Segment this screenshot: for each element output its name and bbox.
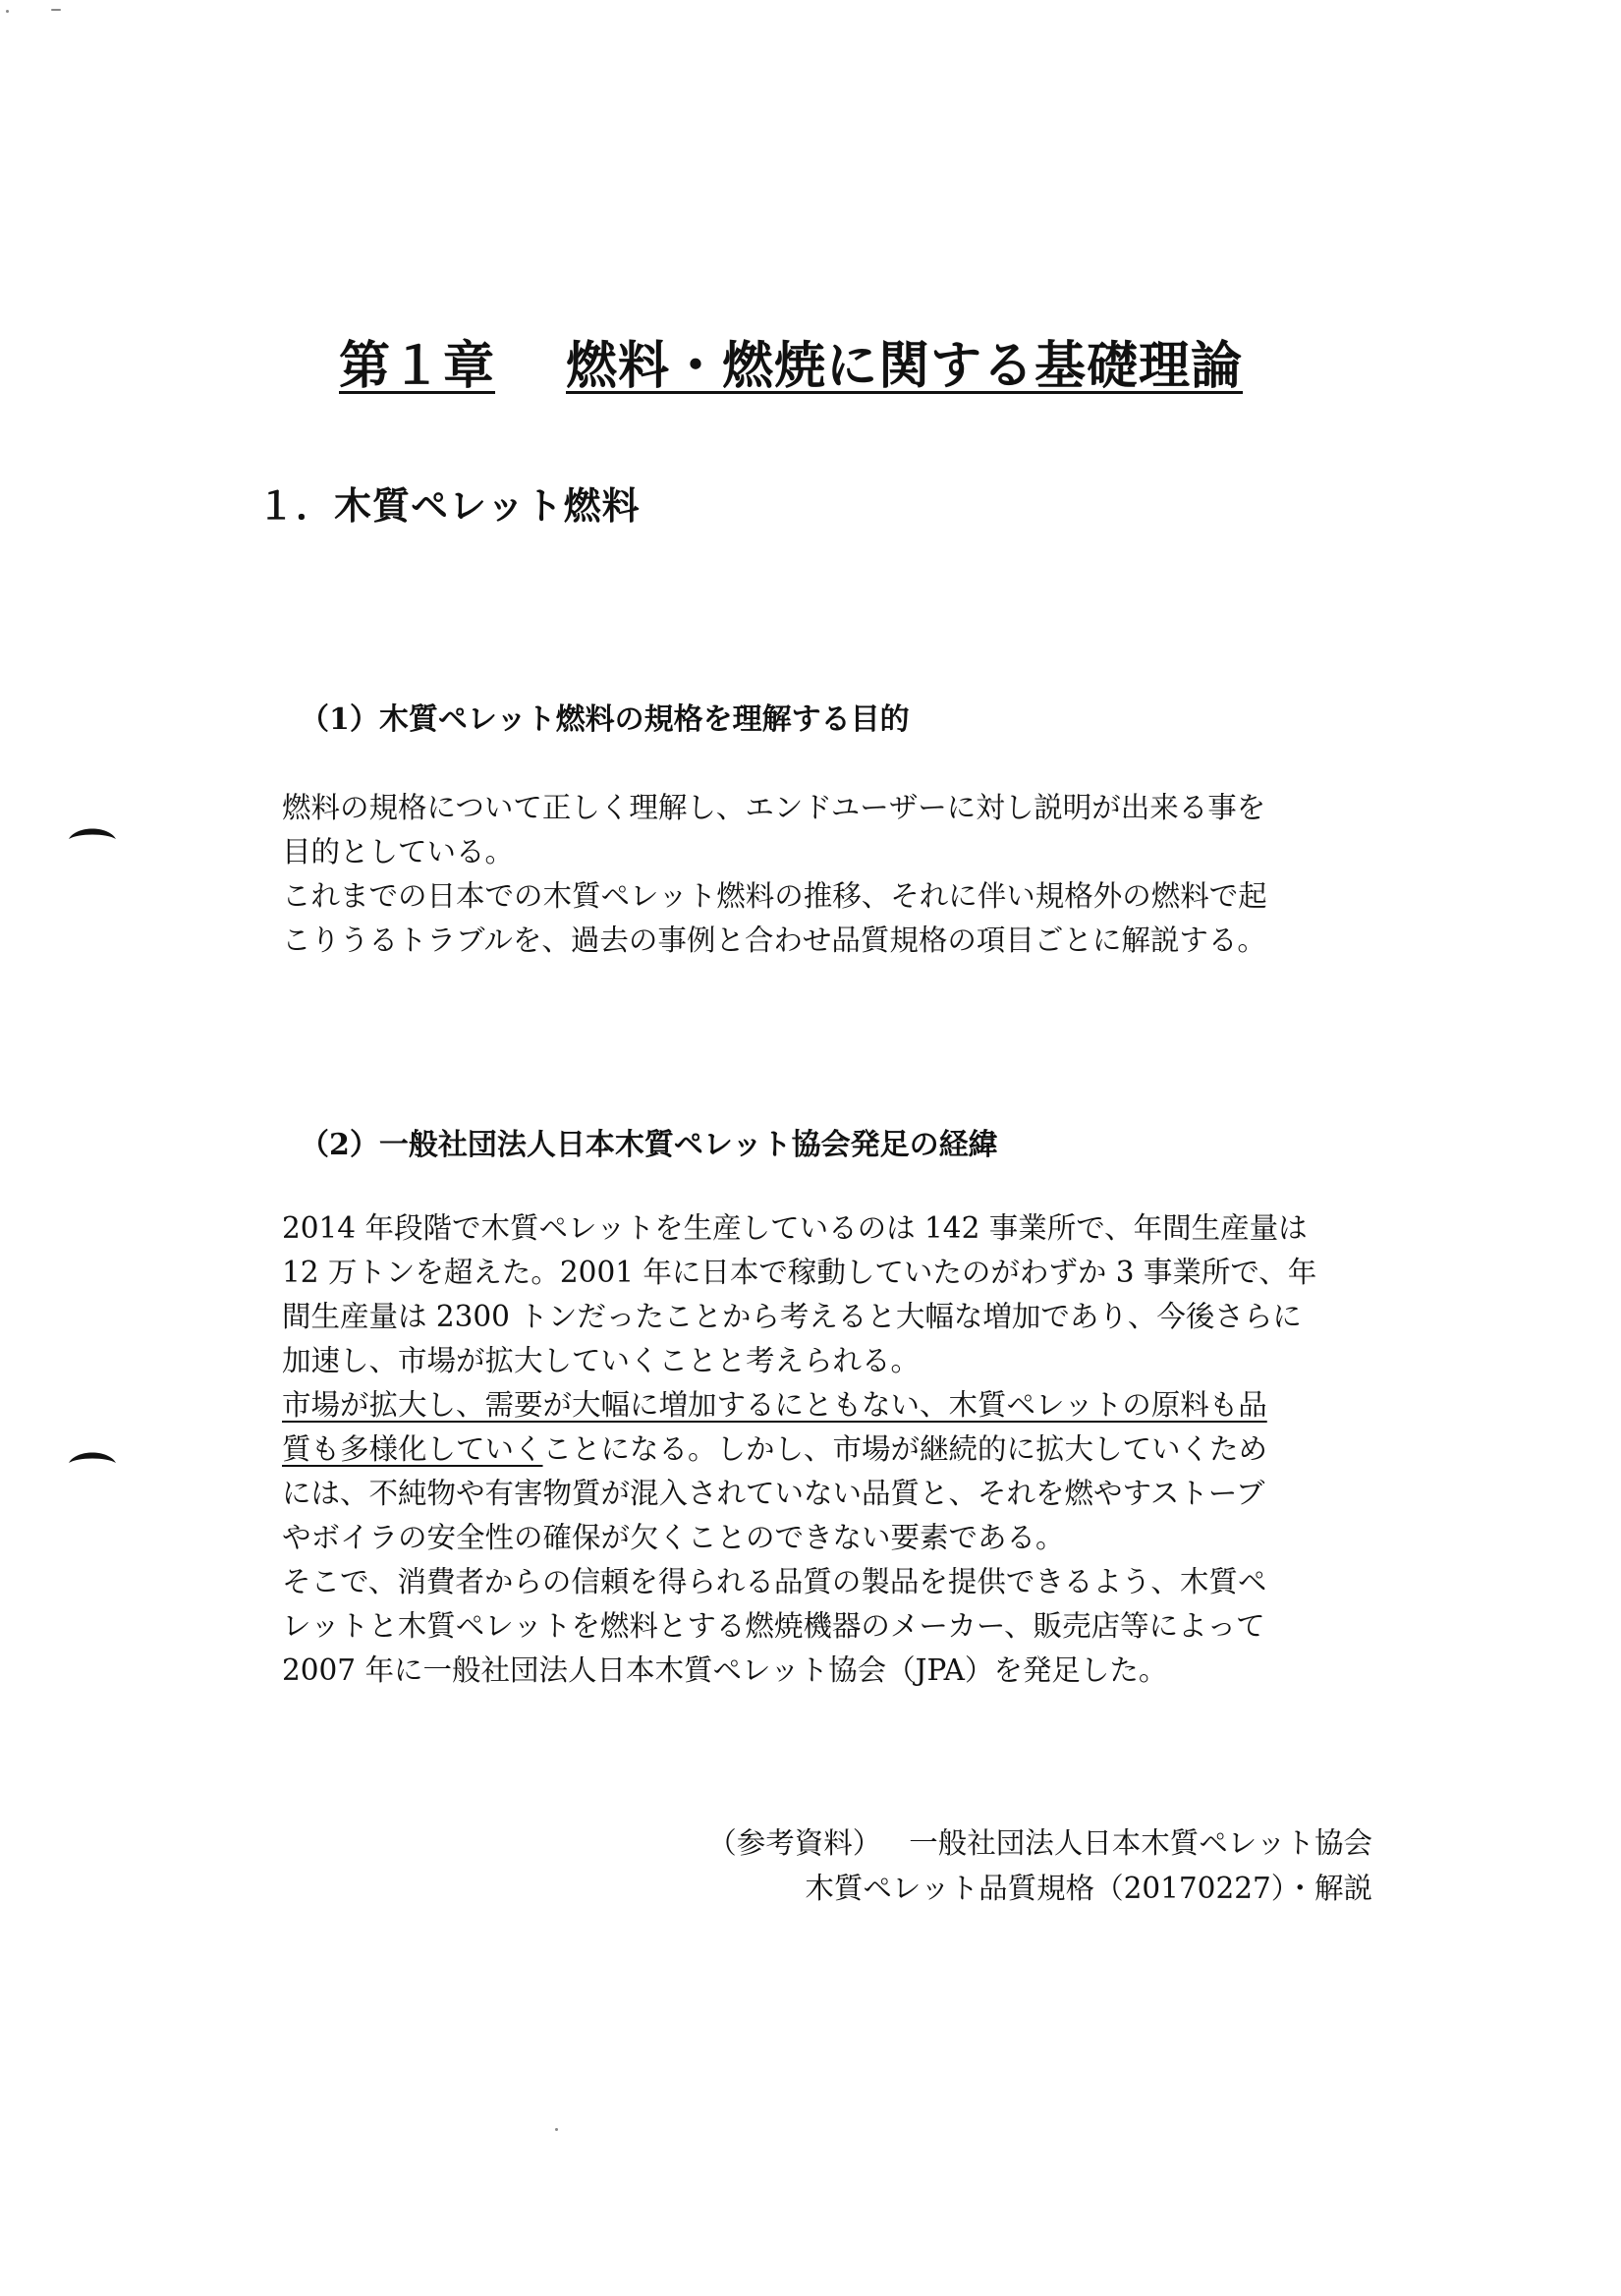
scan-speck	[51, 9, 61, 11]
body-line: 2014 年段階で木質ペレットを生産しているのは 142 事業所で、年間生産量は	[282, 1211, 1308, 1245]
reference-document: 木質ペレット品質規格（20170227）・解説	[805, 1872, 1372, 1905]
body-line: こりうるトラブルを、過去の事例と合わせ品質規格の項目ごとに解説する。	[282, 924, 1266, 957]
body-line: には、不純物や有害物質が混入されていない品質と、それを燃やすストーブ	[282, 1477, 1265, 1510]
chapter-name: 燃料・燃焼に関する基礎理論	[566, 336, 1244, 396]
body-line: やボイラの安全性の確保が欠くことのできない要素である。	[282, 1521, 1065, 1554]
body-line: 燃料の規格について正しく理解し、エンドユーザーに対し説明が出来る事を	[282, 791, 1266, 824]
punch-hole-icon	[67, 1447, 118, 1465]
subsection-1-title: （1）木質ペレット燃料の規格を理解する目的	[300, 702, 910, 737]
body-line: そこで、消費者からの信頼を得られる品質の製品を提供できるよう、木質ペ	[282, 1565, 1267, 1598]
body-line-rest: ことになる。しかし、市場が継続的に拡大していくため	[542, 1432, 1268, 1466]
chapter-number: 第１章	[339, 336, 496, 396]
reference-label: （参考資料）	[707, 1826, 882, 1860]
body-line	[282, 1428, 1372, 1472]
reference-line	[707, 1820, 1372, 1866]
underlined-line: 市場が拡大し、需要が大幅に増加するにともない、木質ペレットの原料も品	[282, 1388, 1267, 1422]
scan-speck	[555, 2128, 558, 2131]
reference-source: 一般社団法人日本木質ペレット協会	[909, 1826, 1372, 1860]
body-line: 12 万トンを超えた。2001 年に日本で稼動していたのがわずか 3 事業所で、年	[282, 1256, 1317, 1289]
subsection-2-title: （2）一般社団法人日本木質ペレット協会発足の経緯	[300, 1128, 998, 1162]
body-line: レットと木質ペレットを燃料とする燃焼機器のメーカー、販売店等によって	[282, 1609, 1265, 1643]
underlined-phrase: 質も多様化していく	[282, 1432, 543, 1466]
body-line: 2007 年に一般社団法人日本木質ペレット協会（JPA）を発足した。	[282, 1653, 1168, 1687]
body-line: 目的としている。	[282, 835, 515, 868]
section-title: １．木質ペレット燃料	[257, 483, 641, 528]
body-line: 間生産量は 2300 トンだったことから考えると大幅な増加であり、今後さらに	[282, 1300, 1302, 1333]
scan-speck	[6, 10, 9, 13]
subsection-1-body	[282, 786, 1372, 963]
subsection-2-body	[282, 1206, 1372, 1693]
reference-block	[707, 1820, 1372, 1911]
punch-hole-icon	[67, 823, 118, 841]
chapter-title	[339, 324, 1243, 398]
body-line: 加速し、市場が拡大していくことと考えられる。	[282, 1344, 921, 1377]
body-line: これまでの日本での木質ペレット燃料の推移、それに伴い規格外の燃料で起	[282, 879, 1267, 913]
